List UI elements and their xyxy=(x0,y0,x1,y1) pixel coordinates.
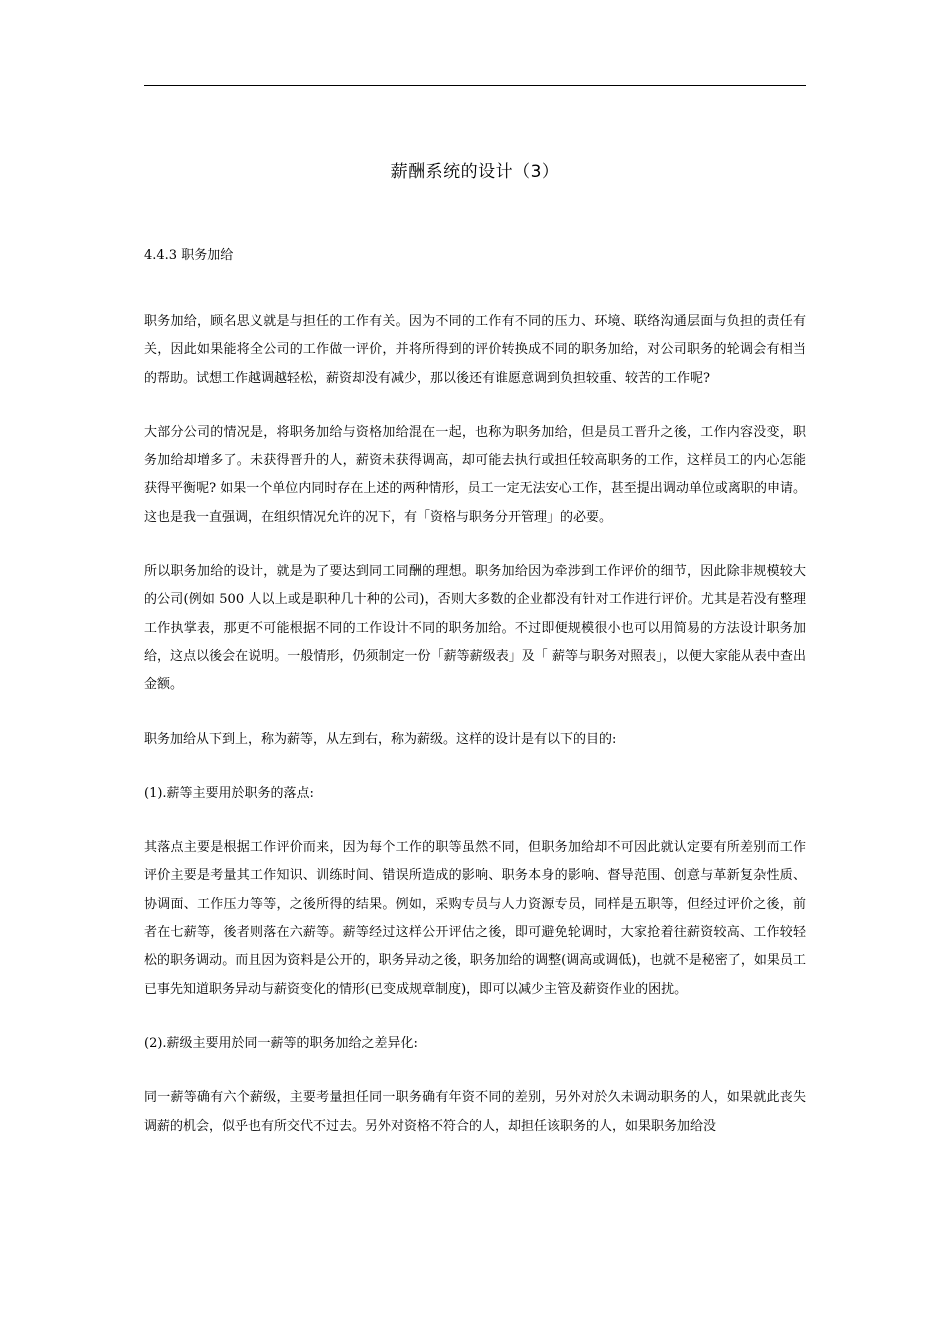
list-heading: (1).薪等主要用於职务的落点: xyxy=(144,785,314,801)
paragraph: 大部分公司的情况是，将职务加给与资格加给混在一起，也称为职务加给，但是员工晋升之後，工作内容没变，职务加给却增多了。未获得晋升的人，薪资未获得调高，却可能去执行或担任较高职务的工作，这样员工的内心怎能获得平衡呢? 如果一个单位内同时存在上述的两种情形，员工一定无法安心工作，甚至提出调动单位或离职的申请。这也是我一直强调，在组织情况允许的况下，有「资格与职务分开管理」的必要。 xyxy=(144,424,806,525)
paragraph: 所以职务加给的设计，就是为了要达到同工同酬的理想。职务加给因为牵涉到工作评价的细节，因此除非规模较大的公司(例如 500 人以上或是职种几十种的公司)，否则大多数的企业都没有针对工作进行评价。尤其是若没有整理工作执掌表，那更不可能根据不同的工作设计不同的职务加给。不过即便规模很小也可以用简易的方法设计职务加给，这点以後会在说明。一般情形，仍须制定一份「薪等薪级表」及「 薪等与职务对照表」，以便大家能从表中查出金额。 xyxy=(144,564,806,693)
paragraph: 职务加给从下到上，称为薪等，从左到右，称为薪级。这样的设计是有以下的目的: xyxy=(144,731,617,747)
section-heading: 4.4.3 职务加给 xyxy=(144,248,234,263)
list-heading: (2).薪级主要用於同一薪等的职务加给之差异化: xyxy=(144,1035,418,1051)
paragraph: 职务加给，顾名思义就是与担任的工作有关。因为不同的工作有不同的压力、环境、联络沟通层面与负担的责任有关，因此如果能将全公司的工作做一评价，并将所得到的评价转换成不同的职务加给，对公司职务的轮调会有相当的帮助。试想工作越调越轻松，薪资却没有减少，那以後还有谁愿意调到负担较重、较苦的工作呢? xyxy=(144,314,806,386)
paragraph: 同一薪等确有六个薪级，主要考量担任同一职务确有年资不同的差别，另外对於久未调动职务的人，如果就此丧失调薪的机会，似乎也有所交代不过去。另外对资格不符合的人，却担任该职务的人，如果职务加给没 xyxy=(144,1090,806,1134)
header-rule xyxy=(144,85,806,86)
paragraph: 其落点主要是根据工作评价而来，因为每个工作的职等虽然不同，但职务加给却不可因此就认定要有所差别而工作评价主要是考量其工作知识、训练时间、错误所造成的影响、职务本身的影响、督导范围、创意与革新复杂性质、协调面、工作压力等等，之後所得的结果。例如，采购专员与人力资源专员，同样是五职等，但经过评价之後，前者在七薪等，後者则落在六薪等。薪等经过这样公开评估之後，即可避免轮调时，大家抢着往薪资较高、工作较轻松的职务调动。而且因为资料是公开的，职务异动之後，职务加给的调整(调高或调低)，也就不是秘密了，如果员工已事先知道职务异动与薪资变化的情形(已变成规章制度)，即可以减少主管及薪资作业的困扰。 xyxy=(144,840,806,997)
document-title: 薪酬系统的设计（3） xyxy=(390,162,560,182)
document-body xyxy=(144,246,806,1141)
